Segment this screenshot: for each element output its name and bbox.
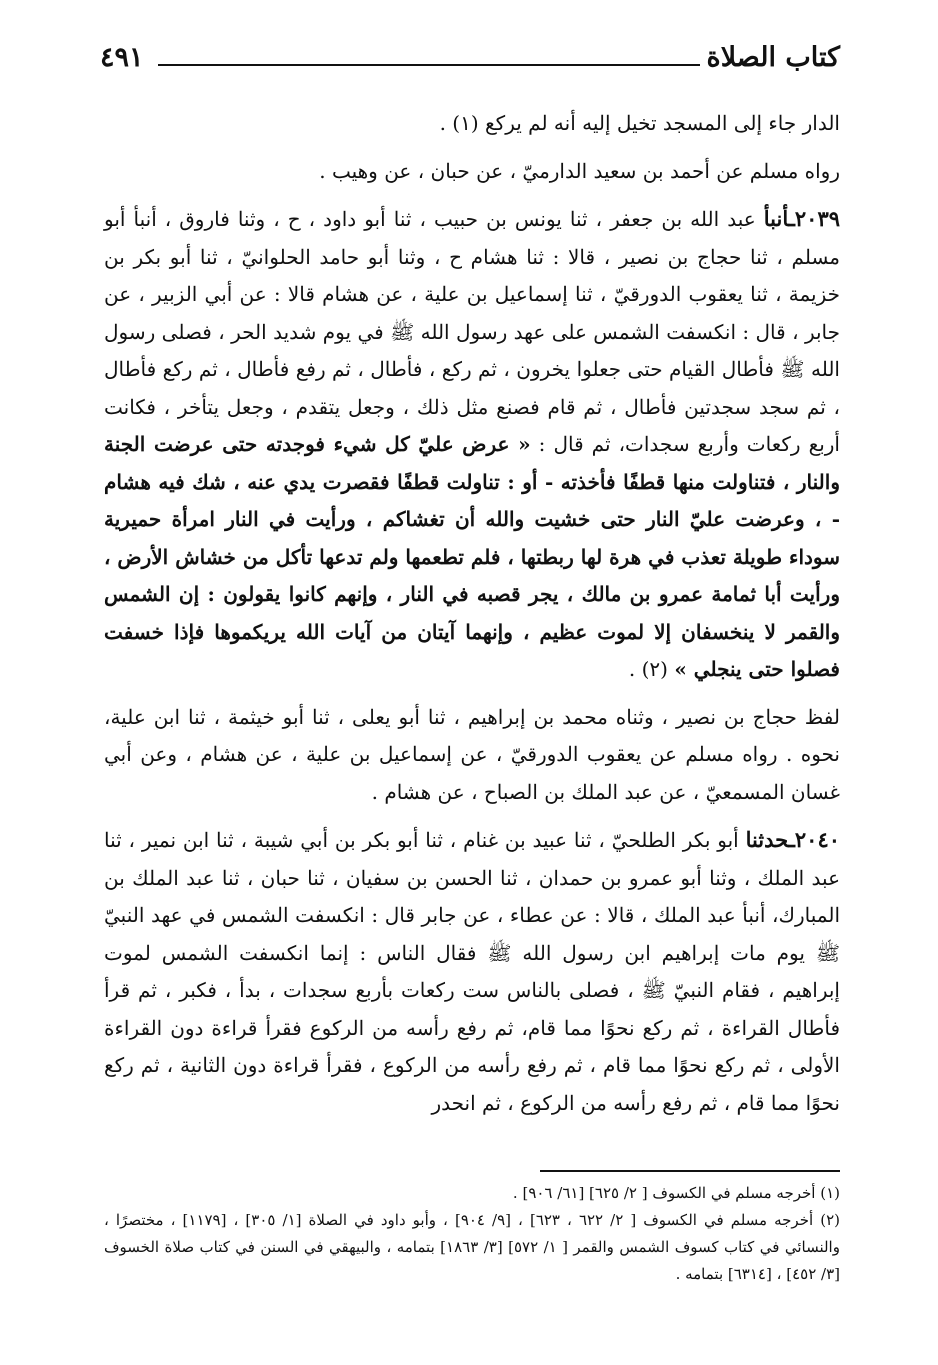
hadith-number: ٢٠٣٩ـ [788, 206, 841, 231]
hadith-2039 [104, 200, 840, 689]
header-rule [158, 64, 700, 66]
footnote-rule [540, 1170, 840, 1172]
hadith-text: أبو بكر الطلحيّ ، ثنا عبيد بن غنام ، ثنا أبو بكر بن أبي شيبة ، ثنا ابن نمير ، ثنا عبد الملك ، وثنا أبو عمرو بن حمدان ، ثنا الحسن بن سفيان ، ثنا حبان ، ثنا عبد الملك بن المبارك، أنبأ عبد الملك ، قالا : عن عطاء ، عن جابر قال : انكسفت الشمس في عهد النبيّ ﷺ يوم مات إبراهيم ابن رسول الله ﷺ فقال الناس : إنما انكسفت الشمس لموت إبراهيم ، فقام النبيّ ﷺ ، فصلى بالناس ست ركعات بأربع سجدات ، بدأ ، فكبر ، ثم قرأ فأطال القراءة ، ثم ركع نحوًا مما قام، ثم رفع رأسه من الركوع فقرأ قراءة دون القراءة الأولى ، ثم ركع نحوًا مما قام ، ثم رفع رأسه من الركوع ، فقرأ قراءة دون الثانية ، ثم ركع نحوًا مما قام ، ثم رفع رأسه من الركوع ، ثم انحدر [104, 828, 840, 1115]
hadith-isnad: عبد الله بن جعفر ، ثنا يونس بن حبيب ، ثنا أبو داود ، ح ، وثنا فاروق ، أنبأ أبو مسلم ، ثنا حجاج بن نصير ، قالا : ثنا هشام ح ، وثنا أبو حامد الحلوانيّ ، ثنا أبو بكر بن خزيمة ، ثنا يعقوب الدورقيّ ، ثنا إسماعيل بن علية ، عن هشام قالا : عن أبي الزبير ، عن جابر ، قال : انكسفت الشمس على عهد رسول الله ﷺ في يوم شديد الحر ، فصلى رسول الله ﷺ فأطال القيام حتى جعلوا يخرون ، ثم ركع ، فأطال ، ثم رفع فأطال ، ثم ركع فأطال ، ثم سجد سجدتين فأطال ، ثم قام فصنع مثل ذلك ، وجعل يتقدم ، وجعل يتأخر ، فكانت أربع ركعات وأربع سجدات، ثم قال : [104, 207, 840, 456]
hadith-number: ٢٠٤٠ـ [788, 827, 841, 852]
running-header [100, 40, 840, 80]
hadith-lead-word: أنبأ [763, 206, 789, 231]
paragraph-continuation: الدار جاء إلى المسجد تخيل إليه أنه لم يركع (١) . [439, 111, 840, 135]
hadith-lead-word: حدثنا [745, 827, 789, 852]
footnote-ref: (٢) . [628, 657, 668, 681]
footnote-2: (٢) أخرجه مسلم في الكسوف [ ٢/ ٦٢٢ ، ٦٢٣] ، [٩/ ٩٠٤] ، وأبو داود في الصلاة [١/ ٣٠٥] ، [١١٧٩] ، مختصرًا ، والنسائي في كتاب كسوف الشمس والقمر [ ١/ ٥٧٢] [٣/ ١٨٦٣] بتمامه ، والبيهقي في السنن في كتاب صلاة الخسوف [٣/ ٤٥٢] ، [٦٣١٤] بتمامه . [104, 1211, 840, 1283]
book-title: كتاب الصلاة [706, 42, 840, 73]
hadith-matn: « عرض عليّ كل شيء فوجدته حتى عرضت الجنة والنار ، فتناولت منها قطفًا فأخذته - أو : تناولت قطفًا فقصرت يدي عنه ، شك فيه هشام - ، وعرضت عليّ النار حتى خشيت والله أن تغشاكم ، ورأيت في النار امرأة حميرية سوداء طويلة تعذب في هرة لها ربطتها ، فلم تطعمها ولم تدعها تأكل من خشاش الأرض ، ورأيت أبا ثمامة عمرو بن مالك ، يجر قصبه في النار ، وإنهم كانوا يقولون : إن الشمس والقمر لا ينخسفان إلا لموت عظيم ، وإنهما آيتان من آيات الله يريكموها فإذا خسفت فصلوا حتى ينجلي » [104, 432, 840, 681]
footnotes [104, 1180, 840, 1288]
main-text [104, 105, 840, 1122]
footnote-1: (١) أخرجه مسلم في الكسوف [ ٢/ ٦٢٥] [٦١/ ٩٠٦] . [512, 1184, 840, 1202]
paragraph-takhrij: لفظ حجاج بن نصير ، وثناه محمد بن إبراهيم ، ثنا أبو يعلى ، ثنا أبو خيثمة ، ثنا ابن علية، نحوه . رواه مسلم عن يعقوب الدورقيّ ، عن إسماعيل بن علية ، عن هشام ، وعن أبي غسان المسمعيّ ، عن عبد الملك بن الصباح ، عن هشام . [104, 704, 841, 804]
paragraph-riwayah: رواه مسلم عن أحمد بن سعيد الدارميّ ، عن حبان ، عن وهيب . [319, 158, 840, 183]
hadith-2040 [104, 821, 840, 1122]
page-number: ٤٩١ [100, 42, 144, 73]
